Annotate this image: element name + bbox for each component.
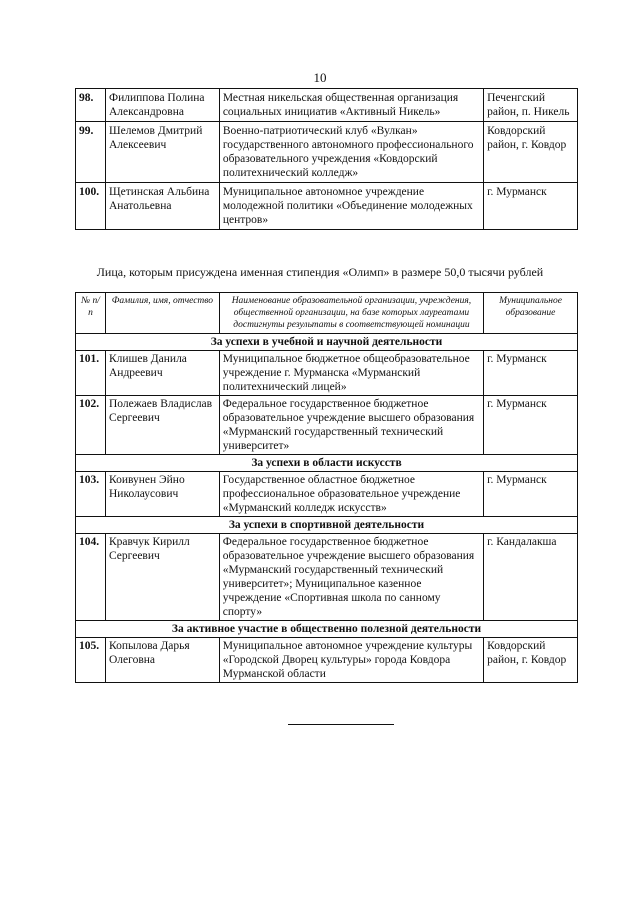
table-header-row bbox=[76, 293, 578, 334]
section-title: За успехи в спортивной деятельности bbox=[76, 517, 578, 534]
row-number: 99. bbox=[76, 122, 106, 183]
organization: Муниципальное бюджетное общеобразовательное учреждение г. Мурманска «Мурманский политехнический лицей» bbox=[219, 351, 483, 396]
section-row bbox=[76, 334, 578, 351]
person-name: Копылова Дарья Олеговна bbox=[105, 638, 219, 683]
person-name: Шелемов Дмитрий Алексеевич bbox=[105, 122, 219, 183]
header-name: Фамилия, имя, отчество bbox=[105, 293, 219, 334]
page-number: 10 bbox=[313, 70, 327, 85]
table-row bbox=[76, 89, 578, 122]
header-organization: Наименование образовательной организации, учреждения, общественной организации, на базе которых лауреатами достигнуты результаты в соответствующей номинации bbox=[219, 293, 483, 334]
olymp-scholarship-caption: Лица, которым присуждена именная стипендия «Олимп» в размере 50,0 тысячи рублей bbox=[96, 265, 544, 279]
municipality: г. Мурманск bbox=[484, 396, 578, 455]
table-row bbox=[76, 472, 578, 517]
section-row bbox=[76, 517, 578, 534]
table-row bbox=[76, 122, 578, 183]
table-row bbox=[76, 638, 578, 683]
organization: Федеральное государственное бюджетное образовательное учреждение высшего образования «Мурманский государственный технический университет»; Муниципальное казенное учреждение «Спортивная школа по санному спорту» bbox=[219, 534, 483, 621]
municipality: г. Кандалакша bbox=[484, 534, 578, 621]
municipality: Печенгский район, п. Никель bbox=[484, 89, 578, 122]
table-row bbox=[76, 183, 578, 230]
header-municipality: Муниципальное образование bbox=[484, 293, 578, 334]
person-name: Щетинская Альбина Анатольевна bbox=[105, 183, 219, 230]
person-name: Коивунен Эйно Николаусович bbox=[105, 472, 219, 517]
person-name: Клишев Данила Андреевич bbox=[105, 351, 219, 396]
municipality: г. Мурманск bbox=[484, 183, 578, 230]
row-number: 103. bbox=[76, 472, 106, 517]
row-number: 98. bbox=[76, 89, 106, 122]
section-title: За успехи в учебной и научной деятельности bbox=[76, 334, 578, 351]
person-name: Филиппова Полина Александровна bbox=[105, 89, 219, 122]
table-row bbox=[76, 396, 578, 455]
row-number: 101. bbox=[76, 351, 106, 396]
municipality: г. Мурманск bbox=[484, 351, 578, 396]
municipality: Ковдорский район, г. Ковдор bbox=[484, 122, 578, 183]
section-title: За успехи в области искусств bbox=[76, 455, 578, 472]
organization: Федеральное государственное бюджетное образовательное учреждение высшего образования «Мурманский государственный технический университет» bbox=[219, 396, 483, 455]
person-name: Полежаев Владислав Сергеевич bbox=[105, 396, 219, 455]
person-name: Кравчук Кирилл Сергеевич bbox=[105, 534, 219, 621]
organization: Муниципальное автономное учреждение молодежной политики «Объединение молодежных центров» bbox=[219, 183, 483, 230]
row-number: 104. bbox=[76, 534, 106, 621]
row-number: 100. bbox=[76, 183, 106, 230]
organization: Местная никельская общественная организация социальных инициатив «Активный Никель» bbox=[219, 89, 483, 122]
section-row bbox=[76, 621, 578, 638]
table-row bbox=[76, 534, 578, 621]
municipality: Ковдорский район, г. Ковдор bbox=[484, 638, 578, 683]
municipality: г. Мурманск bbox=[484, 472, 578, 517]
footer-divider bbox=[288, 724, 394, 725]
section-row bbox=[76, 455, 578, 472]
table-row bbox=[76, 351, 578, 396]
laureates-table-continued bbox=[75, 88, 578, 230]
row-number: 105. bbox=[76, 638, 106, 683]
organization: Муниципальное автономное учреждение культуры «Городской Дворец культуры» города Ковдора Мурманской области bbox=[219, 638, 483, 683]
organization: Государственное областное бюджетное профессиональное образовательное учреждение «Мурманский колледж искусств» bbox=[219, 472, 483, 517]
section-title: За активное участие в общественно полезной деятельности bbox=[76, 621, 578, 638]
row-number: 102. bbox=[76, 396, 106, 455]
organization: Военно-патриотический клуб «Вулкан» государственного автономного профессионального образовательного учреждения «Ковдорский политехнический колледж» bbox=[219, 122, 483, 183]
olymp-laureates-table bbox=[75, 292, 578, 683]
header-number: № п/п bbox=[76, 293, 106, 334]
